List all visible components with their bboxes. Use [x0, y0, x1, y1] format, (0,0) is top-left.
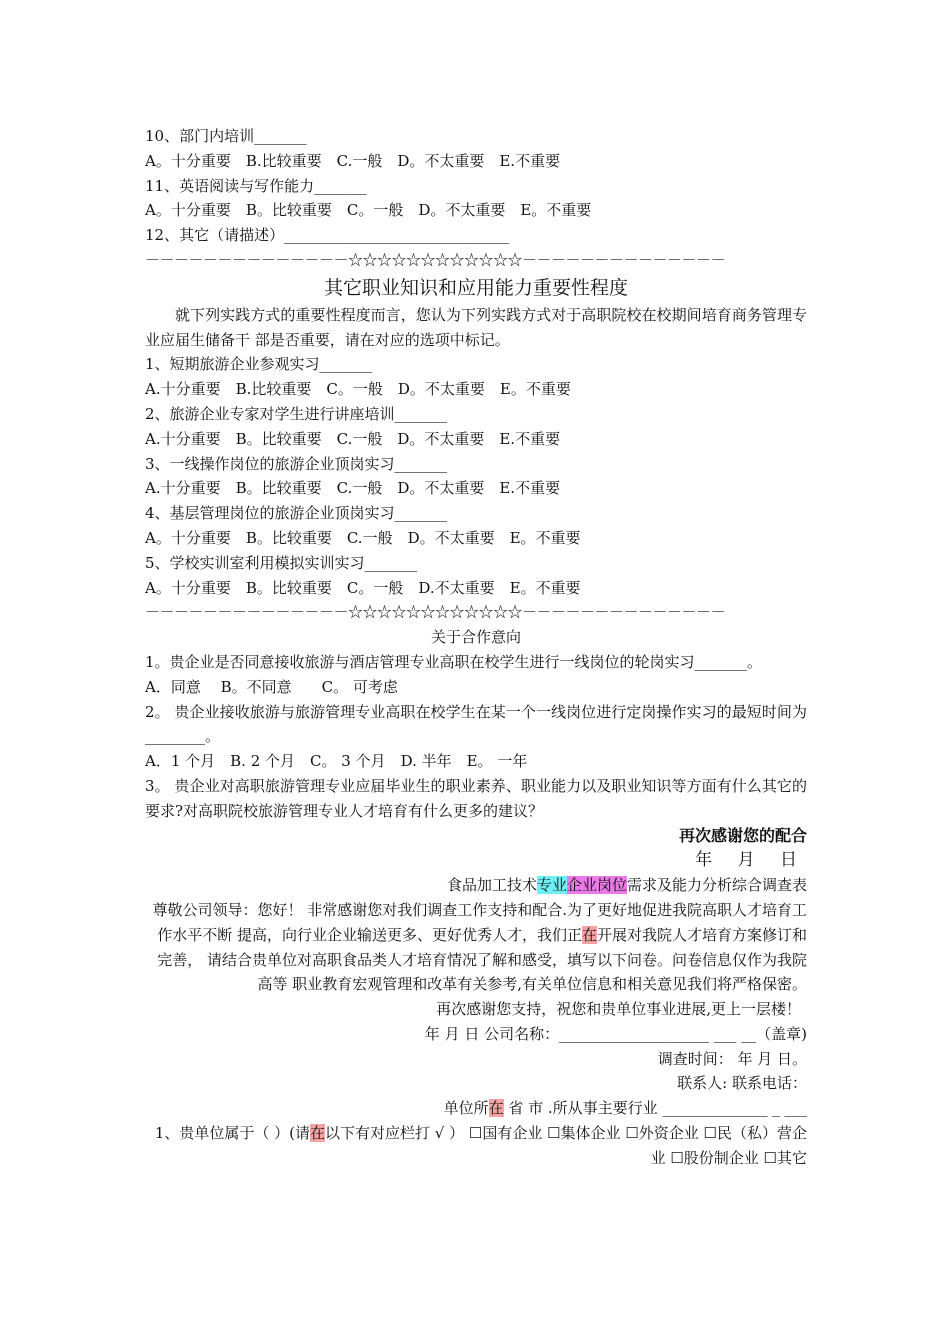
practice-4: 4、基层管理岗位的旅游企业顶岗实习_______	[145, 504, 448, 523]
practice-1-options: A.十分重要 B.比较重要 C。一般 D。不太重要 E。不重要	[145, 380, 571, 399]
question-12: 12、其它（请描述）______________________________	[145, 226, 510, 245]
letter-body	[145, 898, 807, 997]
company-name-line: 年 月 日 公司名称：____________________ ___ __（盖章)	[424, 1024, 807, 1043]
unit-text-a: 单位所	[443, 1099, 489, 1118]
unit-highlight: 在	[488, 1099, 504, 1118]
survey-title-highlight-major: 专业	[536, 876, 567, 895]
separator-stars: －－－－－－－－－－－－－－☆☆☆☆☆☆☆☆☆☆☆☆－－－－－－－－－－－－－－	[145, 250, 726, 269]
unit-type-highlight: 在	[310, 1124, 326, 1143]
practice-2-options: A.十分重要 B。比较重要 C.一般 D。不太重要 E.不重要	[145, 429, 561, 448]
unit-type-question	[145, 1121, 807, 1171]
practice-3: 3、一线操作岗位的旅游企业顶岗实习_______	[145, 454, 448, 473]
cooperation-question-1-options: A．同意 B。不同意 C。 可考虑	[145, 677, 398, 696]
practice-2: 2、旅游企业专家对学生进行讲座培训_______	[145, 404, 448, 423]
cooperation-question-1: 1。贵企业是否同意接收旅游与酒店管理专业高职在校学生进行一线岗位的轮岗实习_______。	[145, 652, 763, 671]
question-11: 11、英语阅读与写作能力_______	[145, 176, 367, 195]
date-line: 年 月 日	[695, 850, 807, 871]
letter-highlight: 在	[581, 925, 597, 944]
document-page	[145, 124, 807, 1171]
practice-5-options: A。十分重要 B。比较重要 C。一般 D.不太重要 E。不重要	[145, 578, 581, 597]
unit-type-text-a: 1、贵单位属于（ ）(请	[154, 1124, 311, 1143]
thanks-line: 再次感谢您支持，祝您和贵单位事业进展,更上一层楼！	[436, 1000, 801, 1019]
question-10: 10、部门内培训_______	[145, 127, 307, 145]
letter-text-a: 尊敬公司领导：您好！ 非常感谢您对我们调查工作支持和配合.为了更好地促进我院高职人才培育工作水平不断 提高，向行业企业输送更多、更好优秀人才，我们正	[152, 900, 807, 944]
letter-text-b: 开展对我院人才培育方案修订和完善， 请结合贵单位对高职食品类人才培育情况了解和感受，填写以下问卷。问卷信息仅作为我院高等 职业教育宏观管理和改革有关参考,有关单位信息和相关意见我们将严格保密。	[157, 925, 807, 994]
survey-title-part-d: 需求及能力分析综合调查表	[626, 876, 807, 895]
survey-time-line: 调查时间： 年 月 日。	[657, 1049, 807, 1068]
cooperation-question-2: 2。 贵企业接收旅游与旅游管理专业高职在校学生在某一个一线岗位进行定岗操作实习的最短时间为 ________。	[145, 702, 807, 746]
survey-title-part-a: 食品加工技术	[446, 876, 537, 895]
practice-1: 1、短期旅游企业参观实习_______	[145, 355, 373, 374]
cooperation-question-2-options: A．1 个月 B. 2 个月 C。 3 个月 D. 半年 E。 一年	[145, 752, 528, 771]
survey-title	[145, 873, 807, 898]
separator-stars-2: －－－－－－－－－－－－－－☆☆☆☆☆☆☆☆☆☆☆☆－－－－－－－－－－－－－－	[145, 603, 726, 622]
unit-text-b: 省 市 .所从事主要行业 ______________ _ ___	[503, 1099, 807, 1118]
practice-5: 5、学校实训室利用模拟实训实习_______	[145, 553, 418, 572]
cooperation-question-3: 3。 贵企业对高职旅游管理专业应届毕业生的职业素养、职业能力以及职业知识等方面有什么其它的要求?对高职院校旅游管理专业人才培育有什么更多的建议？	[145, 776, 807, 820]
unit-location-line	[145, 1096, 807, 1121]
thanks-heading: 再次感谢您的配合	[678, 825, 807, 845]
section-title: 其它职业知识和应用能力重要性程度	[323, 276, 628, 299]
survey-title-highlight-position: 企业岗位	[566, 876, 627, 895]
practice-4-options: A。十分重要 B。比较重要 C.一般 D。不太重要 E。不重要	[145, 528, 581, 547]
cooperation-title: 关于合作意向	[430, 628, 521, 647]
section-intro: 就下列实践方式的重要性程度而言，您认为下列实践方式对于高职院校在校期间培育商务管理专业应届生储备干 部是否重要，请在对应的选项中标记。	[145, 305, 807, 349]
unit-type-text-b: 以下有对应栏打 √ ） ☐国有企业 ☐集体企业 ☐外资企业 ☐民（私）营企业 ☐股份制企业 ☐其它	[325, 1124, 807, 1167]
question-10-options: A。十分重要 B.比较重要 C.一般 D。不太重要 E.不重要	[145, 151, 561, 170]
contact-line: 联系人: 联系电话：	[677, 1074, 807, 1093]
practice-3-options: A.十分重要 B。比较重要 C.一般 D。不太重要 E.不重要	[145, 479, 561, 498]
question-11-options: A。十分重要 B。比较重要 C。一般 D。不太重要 E。不重要	[145, 201, 592, 220]
